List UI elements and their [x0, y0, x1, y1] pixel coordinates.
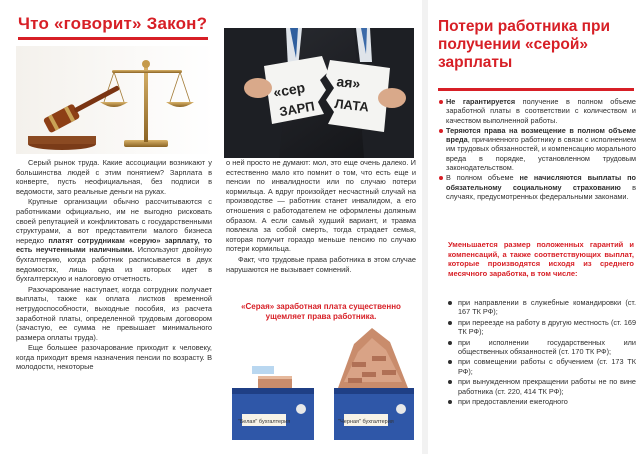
right-title-underline [438, 88, 634, 91]
paragraph: Факт, что трудовые права работника в этом случае нарушаются не вызывает сомнений. [226, 254, 416, 274]
accounting-binders-image [222, 322, 418, 448]
highlight-caption: «Серая» заработная плата существенно ущемляет права работника. [241, 302, 401, 321]
bullet-text: , причиненного работнику в связи с исполнением им трудовых обязанностей, и компенсацию морального вреда в порядке, установленном трудовым законодательством. [446, 135, 636, 173]
paragraph: о ней просто не думают: мол, это еще очень далеко. И естественно мало кто помнит о том, что есть еще и пенсии по инвалидности или по случаю потери кормильца. А вдруг произойдет несчастный случай на производстве — работник станет инвалидом, а его отношения с работодателем не оформлены должным образом. А если самый худший вариант, и травма повлекла за собой смерть, тогда страдает семья, которая получит гораздо меньше пенсию по случаю потери кормильца. [226, 158, 416, 254]
bullet-text: в случаях, предусмотренных федеральными законами. [446, 182, 637, 201]
bullet-text: получение в полном объеме заработной платы в соответствии с количеством и качеством выполненной работы. [446, 97, 636, 125]
left-text-column-1 [16, 158, 212, 373]
paragraph: Серый рынок труда. Какие ассоциации возникают у большинства людей с этим понятием? Зарплата в конверте, пусть неофициальная, без подписи в ведомости, зато реальные деньги на руках. [16, 158, 212, 196]
bullet-prefix: В полном объеме [446, 173, 520, 183]
list-item: при совмещении работы с обучением (ст. 173 ТК РФ); [446, 357, 636, 376]
left-text-column-2 [226, 158, 416, 275]
right-panel [428, 0, 640, 454]
white-accounting-label: "Белая" бухгалтерия [237, 419, 291, 425]
bullet-bold: Теряются права на возмещение в полном объеме вреда [446, 125, 636, 145]
bullet-bold: не начисляются выплаты по обязательному социальному страхованию [446, 173, 636, 192]
paragraph: Разочарование наступает, когда сотрудник получает выплаты, также как оплата листков временной нетрудоспособности, выходные пособия, из расчета заработной платы, определенной трудовым договором (зачастую, ее сумма не превышает минимального размера оплаты труда). [16, 284, 212, 342]
bullet-item [438, 97, 636, 125]
reduced-guarantees-heading: Уменьшается размер положенных гарантий и компенсаций, а также соответствующих выплат, которые производятся исходя из среднего месячного заработка, в том числе: [448, 240, 634, 278]
paragraph [16, 197, 212, 283]
scales-of-justice-image [16, 46, 214, 154]
svg-text:ЗАРП: ЗАРП [278, 98, 316, 120]
paragraph-text: Крупные организации обычно рассчитываются с работниками официально, им не выгодно рисковать своей репутацией и конфликтовать с государственными структурами, а вот представители малого бизнеса нередко [16, 197, 212, 245]
gray-salary-photo [224, 28, 414, 158]
bullet-item [438, 126, 636, 172]
svg-text:«сер: «сер [272, 79, 307, 101]
bullet-item [438, 173, 636, 201]
list-item: при направлении в служебные командировки (ст. 167 ТК РФ); [446, 298, 636, 317]
list-item: при предоставлении ежегодного [446, 397, 636, 406]
left-title: Что «говорит» Закон? [18, 14, 208, 33]
svg-text:ая»: ая» [335, 73, 362, 92]
paragraph: Еще большее разочарование приходит к человеку, когда приходит время назначения пенсии по возрасту. В молодости, некоторые [16, 343, 212, 372]
bullet-bold: Не гарантируется [446, 97, 516, 106]
emphasized-text: платят сотрудникам «серую» зарплату, то есть неучтенными наличными. [16, 235, 212, 255]
list-item: при исполнении государственных или общественных обязанностей (ст. 170 ТК РФ); [446, 338, 636, 357]
list-item: при вынужденном прекращении работы не по вине работника (ст. 220, 414 ТК РФ); [446, 377, 636, 396]
left-title-underline [18, 37, 208, 40]
guarantees-list [446, 298, 636, 407]
black-accounting-label: "Черная" бухгалтерия [338, 419, 394, 425]
paragraph-text: Используют двойную бухгалтерию, когда работник расписывается в двух ведомостях, лишь одна из которых идет в бухгалтерскую и налоговую отчетность. [16, 245, 212, 284]
losses-bullet-list [438, 97, 636, 202]
list-item: при переезде на работу в другую местность (ст. 169 ТК РФ); [446, 318, 636, 337]
svg-text:ЛАТА: ЛАТА [333, 95, 370, 115]
right-title: Потери работника при получении «серой» зарплаты [438, 18, 611, 71]
